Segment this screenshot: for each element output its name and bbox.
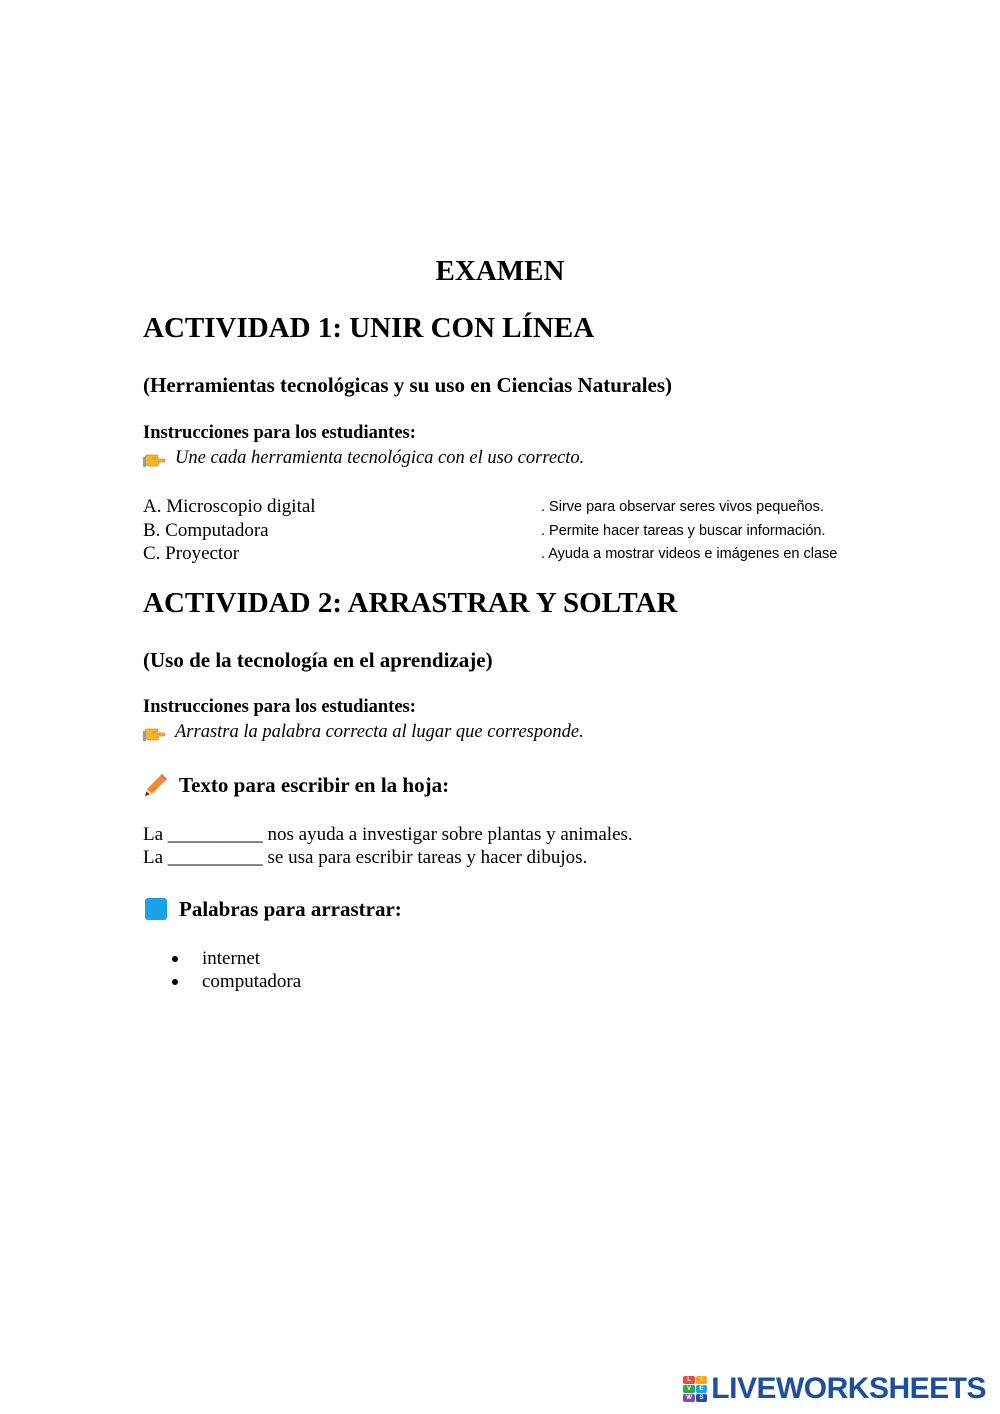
words-section-title: Palabras para arrastrar: [179,896,402,921]
page-title: EXAMEN [435,255,565,287]
liveworksheets-logo-icon: L I V E W S [683,1376,707,1402]
words-section-heading [143,896,402,922]
use-item-2: . Permite hacer tareas y buscar información. [541,523,826,539]
activity1-subheading: (Herramientas tecnológicas y su uso en Ciencias Naturales) [143,373,673,397]
text-section-heading [143,772,449,798]
use-item-1: . Sirve para observar seres vivos pequeños. [541,499,824,515]
blue-square-icon [143,896,169,922]
activity1-instruction [143,448,584,469]
bullet-icon [172,956,178,962]
sentence-2: La __________ se usa para escribir tareas y hacer dibujos. [143,847,588,868]
use-item-3: . Ayuda a mostrar videos e imágenes en clase [541,546,838,562]
tool-item-c: C. Proyector [143,543,240,564]
pencil-icon [143,772,169,798]
word-list [172,947,301,994]
activity2-instructions-label: Instrucciones para los estudiantes: [143,697,416,717]
activity2-instruction-text: Arrastra la palabra correcta al lugar que corresponde. [175,722,584,742]
bullet-icon [172,979,178,985]
liveworksheets-logo [683,1372,986,1406]
tool-item-a: A. Microscopio digital [143,496,316,517]
list-item[interactable] [172,947,301,971]
activity1-instruction-text: Une cada herramienta tecnológica con el uso correcto. [175,448,585,468]
pointing-hand-icon [143,723,167,743]
word-item-internet: internet [202,947,261,969]
pointing-hand-icon [143,449,167,469]
liveworksheets-logo-text: LIVEWORKSHEETS [711,1372,986,1405]
activity2-heading: ACTIVIDAD 2: ARRASTRAR Y SOLTAR [143,587,678,619]
text-section-title: Texto para escribir en la hoja: [179,772,450,797]
word-item-computadora: computadora [202,971,302,993]
activity1-heading: ACTIVIDAD 1: UNIR CON LÍNEA [143,312,595,344]
activity2-subheading: (Uso de la tecnología en el aprendizaje) [143,648,493,672]
list-item[interactable] [172,971,301,995]
tool-item-b: B. Computadora [143,520,269,541]
sentence-1: La __________ nos ayuda a investigar sobre plantas y animales. [143,824,633,845]
activity1-instructions-label: Instrucciones para los estudiantes: [143,423,416,443]
activity2-instruction [143,722,584,743]
